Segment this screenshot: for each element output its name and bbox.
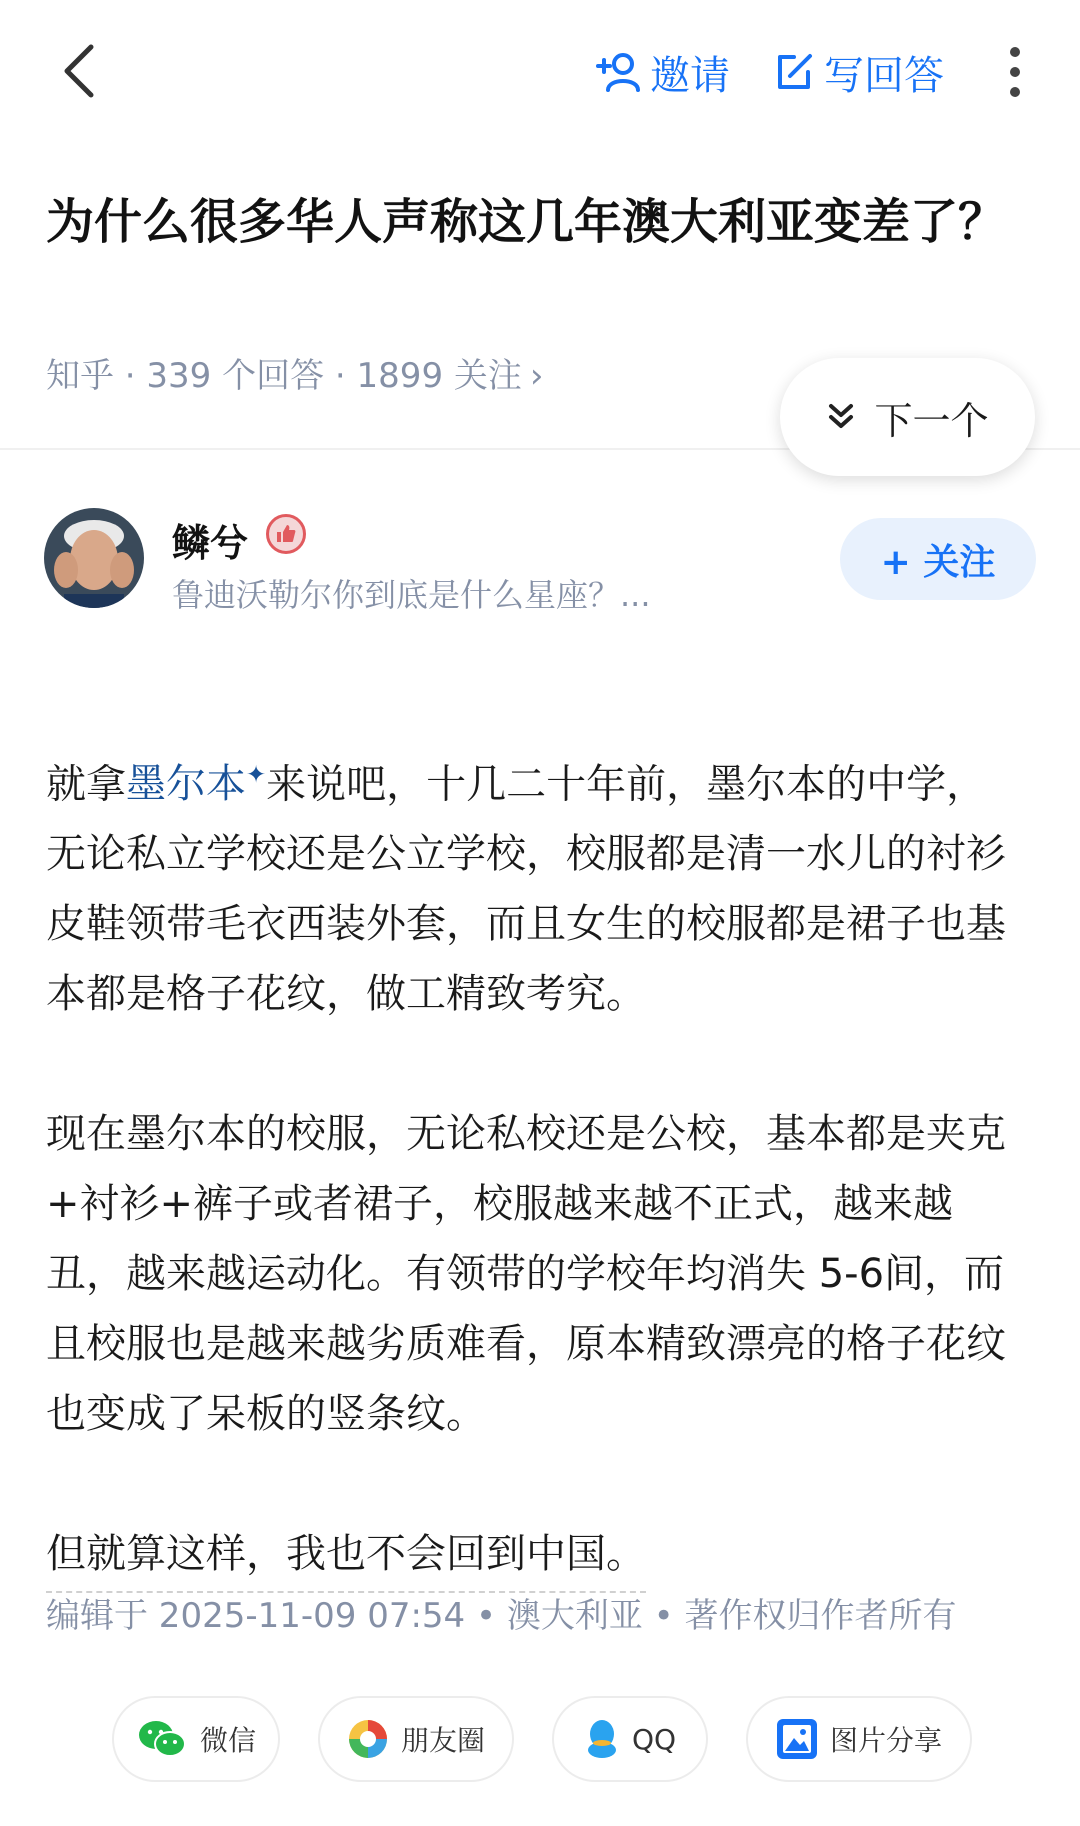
answer-content <box>46 740 1026 1593</box>
next-answer-button[interactable] <box>780 358 1035 476</box>
author-header <box>44 504 1044 614</box>
share-qq-button[interactable] <box>552 1696 708 1782</box>
author-bio: 鲁迪沃勒尔你到底是什么星座？... <box>172 576 651 614</box>
question-title[interactable]: 为什么很多华人声称这几年澳大利亚变差了？ <box>46 194 1007 250</box>
thumbs-up-badge-icon <box>266 514 306 554</box>
chevron-left-icon <box>59 41 99 101</box>
share-image-label: 图片分享 <box>829 1724 942 1757</box>
write-answer-button[interactable] <box>774 42 944 102</box>
answer-paragraph: 现在墨尔本的校服，无论私校还是公校，基本都是夹克+衬衫+裤子或者裙子，校服越来越不正式，越来越丑，越来越运动化。有领带的学校年均消失 5-6间，而且校服也是越来越劣质难看，原本精致漂亮的格子花纹也变成了呆板的竖条纹。 <box>46 1111 1006 1438</box>
more-vertical-icon <box>1010 47 1020 57</box>
invite-button[interactable] <box>596 42 730 102</box>
more-options-button[interactable] <box>990 40 1040 104</box>
back-button[interactable] <box>44 36 114 106</box>
share-moments-button[interactable] <box>318 1696 514 1782</box>
share-bar <box>112 1696 972 1782</box>
double-chevron-down-icon <box>826 402 856 432</box>
avatar[interactable] <box>44 508 144 608</box>
answer-paragraph: 但就算这样，我也不会回到中国。 <box>46 1521 646 1593</box>
keyword-link[interactable]: 墨尔本✦ <box>126 761 267 808</box>
moments-icon <box>347 1718 389 1760</box>
chevron-right-icon: › <box>529 356 544 396</box>
author-name[interactable]: 鳞兮 <box>172 521 249 565</box>
share-image-button[interactable] <box>746 1696 972 1782</box>
answer-paragraph: 就拿墨尔本✦来说吧，十几二十年前，墨尔本的中学，无论私立学校还是公立学校，校服都是清一水儿的衬衫皮鞋领带毛衣西装外套，而且女生的校服都是裙子也基本都是格子花纹，做工精致考究。 <box>46 761 1006 1018</box>
invite-label: 邀请 <box>650 52 730 99</box>
image-share-icon <box>776 1718 818 1760</box>
follow-button[interactable]: + 关注 <box>840 518 1036 600</box>
question-meta-text: 知乎 · 339 个回答 · 1899 关注 <box>46 356 522 396</box>
question-meta[interactable] <box>46 348 544 397</box>
share-wechat-label: 微信 <box>199 1724 256 1757</box>
share-wechat-button[interactable] <box>112 1696 280 1782</box>
write-answer-label: 写回答 <box>824 52 944 99</box>
add-user-icon <box>596 50 640 94</box>
edit-info: 编辑于 2025-11-09 07:54 • 澳大利亚 • 著作权归作者所有 <box>46 1596 957 1636</box>
share-moments-label: 朋友圈 <box>400 1724 485 1757</box>
next-answer-label: 下一个 <box>874 398 989 443</box>
top-bar <box>0 0 1080 150</box>
share-qq-label: QQ <box>631 1722 677 1756</box>
wechat-icon <box>136 1719 188 1759</box>
edit-icon <box>774 52 814 92</box>
sparkle-icon: ✦ <box>246 761 267 789</box>
qq-icon <box>584 1718 620 1760</box>
